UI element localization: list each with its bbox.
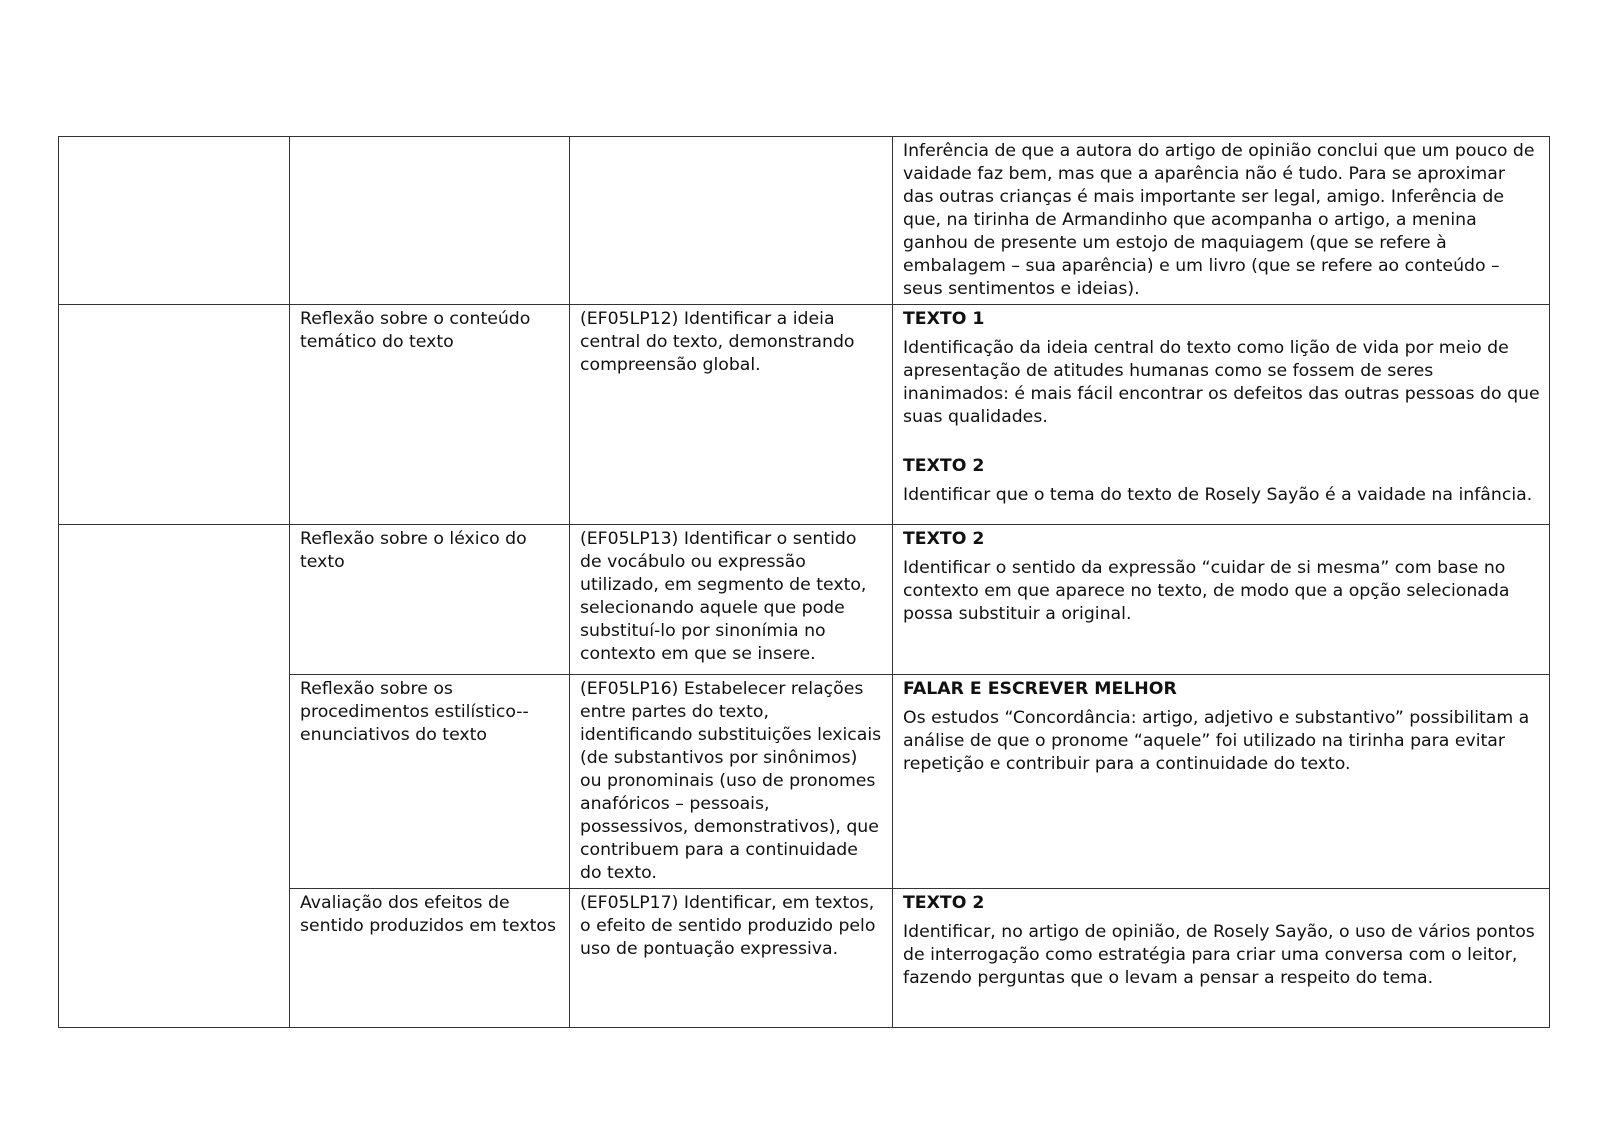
table-row	[59, 305, 1550, 525]
empty-cell	[59, 525, 290, 1028]
activity-text: Os estudos “Concordância: artigo, adjetivo e substantivo” possibilitam a análise de que o pronome “aquele” foi utilizado na tirinha para evitar repetição e contribuir para a continuidade do texto.	[903, 708, 1530, 774]
skill-cell	[570, 305, 893, 525]
activity-cell	[893, 137, 1550, 305]
skill-cell	[570, 889, 893, 1028]
skill-text: (EF05LP16) Estabelecer relações entre partes do texto, identificando substituições lexicais (de substantivos por sinônimos) ou pronominais (uso de pronomes anafóricos – pessoais, possessivos, demonstrativos), que contribuem para a continuidade do texto.	[580, 679, 882, 883]
activity-heading: TEXTO 2	[903, 456, 985, 476]
empty-cell	[59, 137, 290, 305]
activity-cell	[893, 675, 1550, 889]
activity-text: Identificação da ideia central do texto como lição de vida por meio de apresentação de atitudes humanas como se fossem de seres inanimados: é mais fácil encontrar os defeitos das outras pessoas do que suas qualidades.	[903, 338, 1540, 427]
table-row	[59, 137, 1550, 305]
practice-text: Reflexão sobre os procedimentos estilístico--enunciativos do texto	[300, 679, 529, 745]
practice-text: Avaliação dos efeitos de sentido produzidos em textos	[300, 893, 556, 936]
empty-cell	[59, 305, 290, 525]
skill-cell	[570, 137, 893, 305]
practice-cell	[290, 889, 570, 1028]
practice-cell	[290, 305, 570, 525]
activity-cell	[893, 525, 1550, 675]
practice-cell	[290, 525, 570, 675]
activity-text: Inferência de que a autora do artigo de opinião conclui que um pouco de vaidade faz bem, mas que a aparência não é tudo. Para se aproximar das outras crianças é mais importante ser legal, amigo. Inferência de que, na tirinha de Armandinho que acompanha o artigo, a menina ganhou de presente um estojo de maquiagem (que se refere à embalagem – sua aparência) e um livro (que se refere ao conteúdo – seus sentimentos e ideias).	[903, 141, 1535, 299]
skill-cell	[570, 525, 893, 675]
practice-cell	[290, 675, 570, 889]
skill-cell	[570, 675, 893, 889]
practice-cell	[290, 137, 570, 305]
activity-heading: TEXTO 2	[903, 529, 985, 549]
skill-text: (EF05LP12) Identificar a ideia central do texto, demonstrando compreensão global.	[580, 309, 855, 375]
activity-text: Identificar, no artigo de opinião, de Rosely Sayão, o uso de vários pontos de interrogação como estratégia para criar uma conversa com o leitor, fazendo perguntas que o levam a pensar a respeito do tema.	[903, 922, 1535, 988]
practice-text: Reflexão sobre o conteúdo temático do texto	[300, 309, 531, 352]
activity-cell	[893, 305, 1550, 525]
activity-text: Identificar que o tema do texto de Rosely Sayão é a vaidade na infância.	[903, 485, 1533, 505]
activity-heading: FALAR E ESCREVER MELHOR	[903, 679, 1177, 699]
table-row	[59, 525, 1550, 675]
practice-text: Reflexão sobre o léxico do texto	[300, 529, 527, 572]
activity-cell	[893, 889, 1550, 1028]
skill-text: (EF05LP17) Identificar, em textos, o efeito de sentido produzido pelo uso de pontuação expressiva.	[580, 893, 876, 959]
activity-heading: TEXTO 1	[903, 309, 985, 329]
curriculum-table	[58, 136, 1550, 1028]
activity-heading: TEXTO 2	[903, 893, 985, 913]
skill-text: (EF05LP13) Identificar o sentido de vocábulo ou expressão utilizado, em segmento de texto, selecionando aquele que pode substituí-lo por sinonímia no contexto em que se insere.	[580, 529, 867, 664]
activity-text: Identificar o sentido da expressão “cuidar de si mesma” com base no contexto em que aparece no texto, de modo que a opção selecionada possa substituir a original.	[903, 558, 1510, 624]
